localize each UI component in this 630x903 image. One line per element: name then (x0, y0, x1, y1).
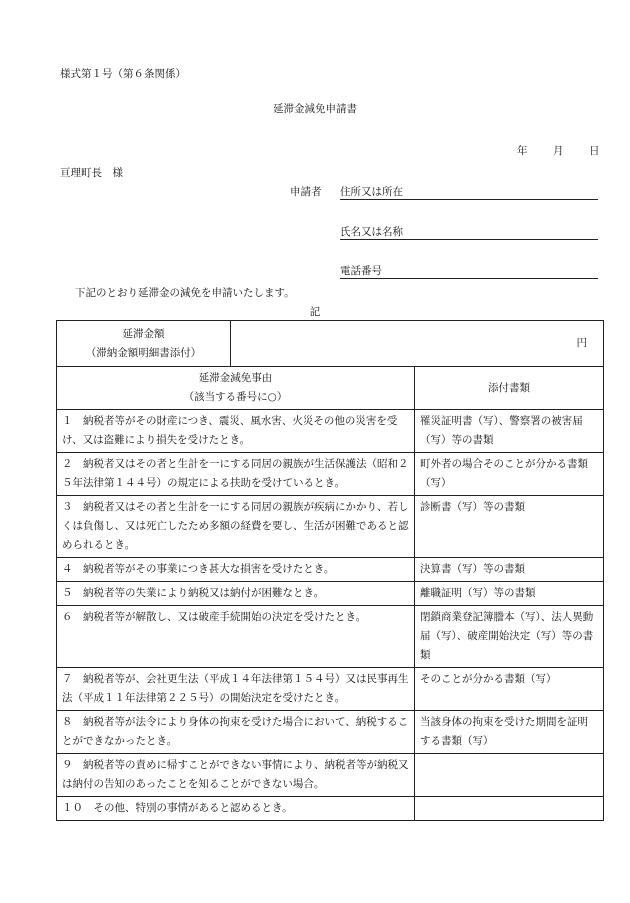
attach-cell: 罹災証明書（写）、警察署の被害届（写）等の書類 (415, 410, 604, 453)
page-title: 延滞金減免申請書 (273, 103, 357, 115)
address-label: 住所又は所在 (340, 186, 403, 198)
table-row (57, 410, 604, 453)
attach-cell: 当該身体の拘束を受けた期間を証明する書類（写） (415, 711, 604, 754)
phone-label: 電話番号 (340, 265, 382, 277)
table-row (57, 606, 604, 668)
attach-cell: そのことが分かる書類（写） (415, 668, 604, 711)
addressee: 亘理町長 様 (60, 167, 123, 179)
reason-cell[interactable]: １ 納税者等がその財産につき、震災、風水害、火災その他の災害を受け、又は盗難により損失を受けたとき。 (57, 410, 415, 453)
reason-cell[interactable]: ６ 納税者等が解散し、又は破産手続開始の決定を受けたとき。 (57, 606, 415, 668)
table-row (57, 668, 604, 711)
applicant-label: 申請者 (290, 186, 322, 198)
attach-cell: 診断書（写）等の書類 (415, 496, 604, 558)
reason-cell[interactable]: ９ 納税者等の責めに帰すことができない事情により、納税者等が納税又は納付の告知のあったことを知ることができない場合。 (57, 754, 415, 797)
name-field[interactable] (340, 224, 598, 240)
reason-cell[interactable]: ４ 納税者等がその事業につき甚大な損害を受けたとき。 (57, 558, 415, 582)
table-row (57, 582, 604, 606)
attach-cell: 町外者の場合そのことが分かる書類（写） (415, 453, 604, 496)
reduction-table (56, 320, 604, 821)
table-row (57, 797, 604, 821)
table-row (57, 754, 604, 797)
amount-label-cell: 延滞金額 （滞納金額明細書添付） (57, 321, 231, 367)
reason-cell[interactable]: ７ 納税者等が、会社更生法（平成１４年法律第１５４号）又は民事再生法（平成１１年法律第２２５号）の開始決定を受けたとき。 (57, 668, 415, 711)
table-row (57, 453, 604, 496)
address-field[interactable] (340, 184, 598, 200)
header-row (57, 367, 604, 410)
attach-cell: 決算書（写）等の書類 (415, 558, 604, 582)
reason-cell[interactable]: ３ 納税者又はその者と生計を一にする同居の親族が疾病にかかり、若しくは負傷し、又は死亡したため多額の経費を要し、生活が困難であると認められるとき。 (57, 496, 415, 558)
reason-cell[interactable]: １０ その他、特別の事情があると認めるとき。 (57, 797, 415, 821)
phone-field[interactable] (340, 263, 598, 279)
attach-cell: 閉鎖商業登記簿謄本（写）、法人異動届（写）、破産開始決定（写）等の書類 (415, 606, 604, 668)
amount-row (57, 321, 604, 367)
intro-text: 下記のとおり延滞金の減免を申請いたします。 (75, 287, 295, 299)
reason-header: 延滞金減免事由 （該当する番号に○） (57, 367, 415, 410)
attach-cell: 離職証明（写）等の書類 (415, 582, 604, 606)
name-label: 氏名又は名称 (340, 226, 403, 238)
attach-header: 添付書類 (415, 367, 604, 410)
form-number: 様式第１号（第６条関係） (60, 68, 186, 80)
ki-label: 記 (309, 306, 321, 318)
attach-cell (415, 797, 604, 821)
date-year: 年 (517, 145, 528, 157)
reason-cell[interactable]: ５ 納税者等の失業により納税又は納付が困難なとき。 (57, 582, 415, 606)
reason-cell[interactable]: ８ 納税者等が法令により身体の拘束を受けた場合において、納税することができなかったとき。 (57, 711, 415, 754)
date-day: 日 (589, 145, 600, 157)
attach-cell (415, 754, 604, 797)
yen-unit: 円 (576, 337, 587, 349)
date-month: 月 (553, 145, 564, 157)
amount-value-cell[interactable] (231, 321, 604, 367)
table-row (57, 558, 604, 582)
table-row (57, 496, 604, 558)
table-row (57, 711, 604, 754)
reason-cell[interactable]: ２ 納税者又はその者と生計を一にする同居の親族が生活保護法（昭和２５年法律第１４４号）の規定による扶助を受けているとき。 (57, 453, 415, 496)
